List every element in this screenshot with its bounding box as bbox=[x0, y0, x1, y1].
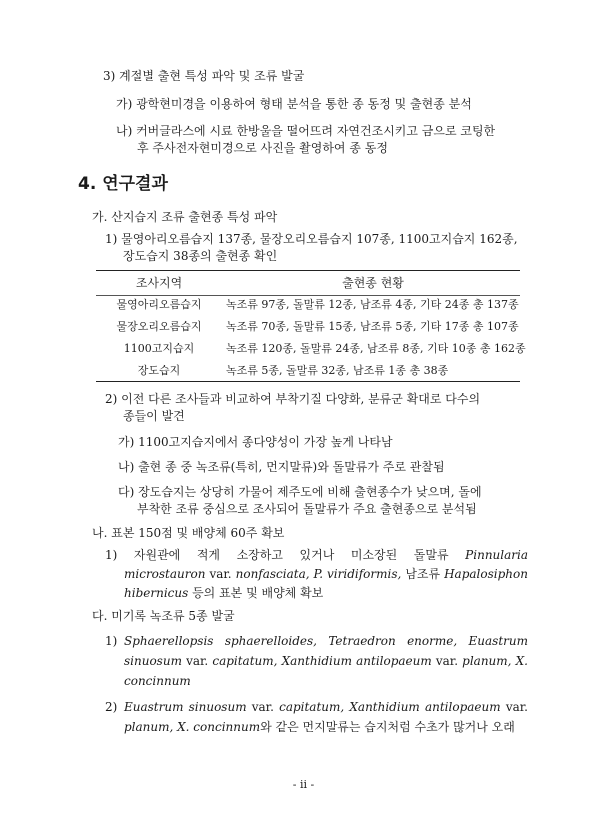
species-name: planum, X. concinnum bbox=[124, 720, 261, 734]
table-cell-region: 물장오리오름습지 bbox=[116, 320, 202, 333]
species-name: Pinnularia bbox=[465, 548, 528, 562]
text-span: 1) 자원관에 적게 소장하고 있거나 미소장된 돌말류 bbox=[105, 548, 449, 562]
item-da-1-line3 bbox=[124, 673, 191, 689]
text-span: 남조류 bbox=[405, 567, 441, 581]
item-ga-1-line2: 장도습지 38종의 출현종 확인 bbox=[123, 249, 278, 263]
species-name: Euastrum sinuosum bbox=[124, 700, 247, 714]
item-da-title: 다. 미기록 녹조류 5종 발굴 bbox=[92, 609, 235, 623]
table-cell-status: 녹조류 5종, 돌말류 32종, 남조류 1종 총 38종 bbox=[226, 364, 449, 377]
table-header-status: 출현종 현황 bbox=[342, 276, 404, 290]
item-ga-2-c-line2: 부착한 조류 중심으로 조사되어 돌말류가 주요 출현종으로 분석됨 bbox=[137, 502, 477, 516]
table-cell-status: 녹조류 70종, 돌말류 15종, 남조류 5종, 기타 17종 총 107종 bbox=[226, 320, 519, 333]
item-ga-2-a: 가) 1100고지습지에서 종다양성이 가장 높게 나타남 bbox=[118, 435, 393, 449]
text-span: var. bbox=[435, 654, 459, 668]
item-na-title: 나. 표본 150점 및 배양체 60주 확보 bbox=[92, 526, 285, 540]
item-na-1-line1 bbox=[105, 547, 528, 563]
item-da-1-line2 bbox=[124, 653, 528, 669]
species-name: sinuosum bbox=[124, 654, 182, 668]
item-ga-title: 가. 산지습지 조류 출현종 특성 파악 bbox=[92, 210, 278, 224]
species-name: microstauron bbox=[124, 567, 206, 581]
item-ga-2-b: 나) 출현 종 중 녹조류(특히, 먼지말류)와 돌말류가 주로 관찰됨 bbox=[118, 460, 445, 474]
species-name: Hapalosiphon bbox=[444, 567, 528, 581]
item-da-2-line2 bbox=[124, 719, 515, 735]
item-da-2-number: 2) bbox=[105, 700, 118, 714]
table-cell-region: 1100고지습지 bbox=[123, 342, 195, 355]
table-cell-region: 물영아리오름습지 bbox=[116, 298, 202, 311]
species-name: nonfasciata, P. viridiformis, bbox=[235, 567, 402, 581]
section3-line: 3) 계절별 출현 특성 파악 및 조류 발굴 bbox=[103, 69, 305, 83]
section3-item-b-line1: 나) 커버글라스에 시료 한방울을 떨어뜨려 자연건조시키고 금으로 코팅한 bbox=[116, 124, 496, 138]
text-span: var. bbox=[186, 654, 209, 668]
table-header-rule bbox=[96, 295, 520, 296]
table-top-rule bbox=[96, 270, 520, 271]
text-span: var. bbox=[251, 700, 274, 714]
item-ga-2-c-line1: 다) 장도습지는 상당히 가물어 제주도에 비해 출현종수가 낮으며, 돌에 bbox=[118, 485, 482, 499]
table-bottom-rule bbox=[96, 381, 520, 382]
item-da-2-line1 bbox=[124, 699, 528, 715]
species-name: concinnum bbox=[124, 674, 191, 688]
page-number: - ii - bbox=[292, 778, 315, 791]
species-name: capitatum, Xanthidium antilopaeum bbox=[212, 654, 432, 668]
item-na-1-line3 bbox=[124, 585, 323, 601]
text-span: 등의 표본 및 배양체 확보 bbox=[192, 586, 324, 600]
item-ga-1-line1: 1) 물영아리오름습지 137종, 물장오리오름습지 107종, 1100고지습지 162종, bbox=[105, 232, 518, 246]
section-heading: 4. 연구결과 bbox=[78, 174, 168, 194]
text-span: 와 같은 먼지말류는 습지처럼 수초가 많거나 오래 bbox=[260, 720, 515, 734]
text-span: var. bbox=[209, 567, 232, 581]
species-name: planum, X. bbox=[462, 654, 528, 668]
item-da-1-line1 bbox=[124, 633, 528, 649]
item-da-1-number: 1) bbox=[105, 634, 118, 648]
section3-item-b-line2: 후 주사전자현미경으로 사진을 촬영하여 종 동정 bbox=[137, 141, 388, 155]
item-ga-2-line1: 2) 이전 다른 조사들과 비교하여 부착기질 다양화, 분류군 확대로 다수의 bbox=[105, 392, 481, 406]
section3-item-a: 가) 광학현미경을 이용하여 형태 분석을 통한 종 동정 및 출현종 분석 bbox=[116, 97, 472, 111]
species-name: hibernicus bbox=[124, 586, 189, 600]
item-ga-2-line2: 종들이 발견 bbox=[123, 409, 185, 423]
species-name: Sphaerellopsis sphaerelloides, Tetraedron enorme, Euastrum bbox=[124, 634, 528, 648]
species-name: capitatum, Xanthidium antilopaeum bbox=[279, 700, 501, 714]
text-span: var. bbox=[505, 700, 528, 714]
table-cell-status: 녹조류 97종, 돌말류 12종, 남조류 4종, 기타 24종 총 137종 bbox=[226, 298, 519, 311]
table-cell-region: 장도습지 bbox=[137, 364, 181, 377]
item-na-1-line2 bbox=[124, 566, 528, 582]
table-header-region: 조사지역 bbox=[135, 276, 183, 290]
table-cell-status: 녹조류 120종, 돌말류 24종, 남조류 8종, 기타 10종 총 162종 bbox=[226, 342, 526, 355]
